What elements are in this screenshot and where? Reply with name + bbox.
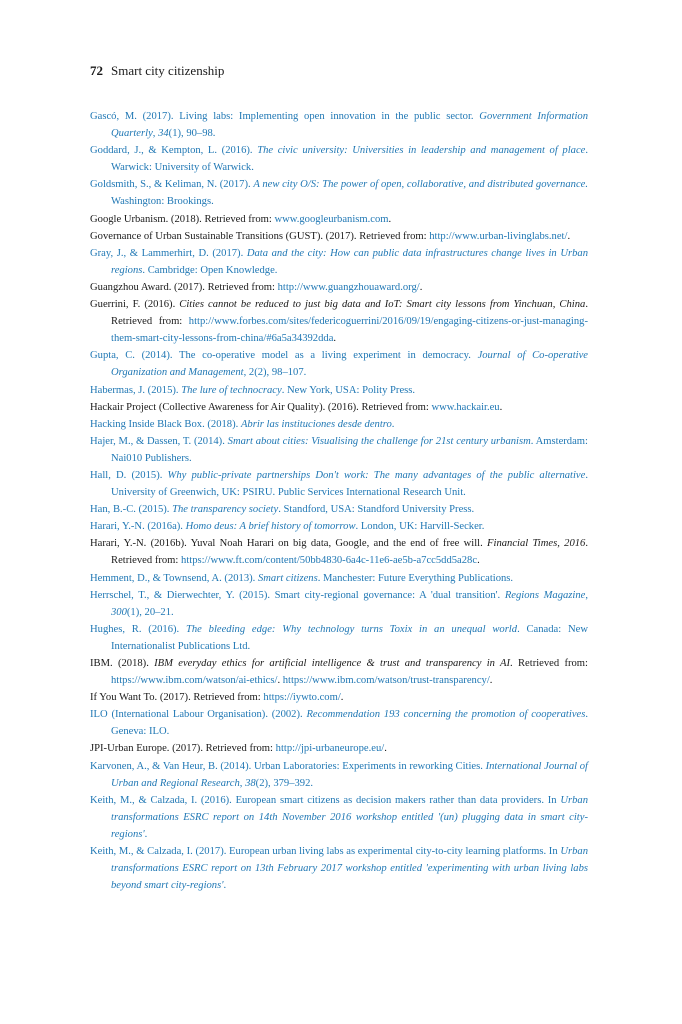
reference-list — [90, 108, 588, 894]
reference-text: ILO (International Labour Organisation). (2002). — [90, 709, 307, 721]
reference-text: Karvonen, A., & Van Heur, B. (2014). Urban Laboratories: Experiments in reworking Cities. — [90, 760, 486, 772]
reference-text: . — [340, 692, 344, 704]
running-title: Smart city citizenship — [111, 63, 225, 78]
reference-text: Goddard, J., & Kempton, L. (2016). — [90, 145, 258, 157]
reference-text: Google Urbanism. (2018). Retrieved from: — [90, 213, 275, 225]
reference-italic-text: 300 — [111, 606, 127, 618]
reference-entry — [90, 245, 588, 279]
reference-entry — [90, 399, 588, 416]
reference-italic-text: Abrir las instituciones desde dentro — [240, 418, 392, 430]
reference-italic-text: 34 — [158, 128, 169, 140]
reference-text: , — [585, 589, 589, 601]
reference-entry — [90, 228, 588, 245]
reference-italic-text: Cities cannot be reduced to just big data and IoT: Smart city lessons from Yinchuan, China — [179, 299, 586, 311]
reference-entry — [90, 758, 588, 792]
reference-entry — [90, 467, 588, 501]
reference-text: . — [223, 880, 227, 892]
reference-text: . — [489, 675, 493, 687]
reference-text: . — [499, 401, 503, 413]
reference-text: Harari, Y.-N. (2016a). — [90, 521, 186, 533]
reference-italic-text: Homo deus: A brief history of tomorrow — [185, 521, 356, 533]
reference-italic-text: The lure of technocracy — [181, 384, 282, 396]
reference-text: . Retrieved from: — [111, 299, 588, 328]
reference-text: Hughes, R. (2016). — [90, 623, 186, 635]
reference-text: Gascó, M. (2017). Living labs: Implementing open innovation in the public sector. — [90, 111, 480, 122]
reference-text: . — [333, 333, 337, 345]
reference-text: Washington: Brookings. — [111, 196, 214, 208]
reference-text: . Amsterdam: Nai010 Publishers. — [111, 435, 588, 464]
reference-text: Keith, M., & Calzada, I. (2017). European urban living labs as experimental city-to-city learning platforms. In — [90, 846, 561, 858]
reference-italic-text: Urban transformations ESRC report on 14th November 2016 workshop entitled '(un) plugging data in smart city-regions' — [111, 794, 588, 840]
reference-entry — [90, 382, 588, 399]
reference-text: Gupta, C. (2014). The co-operative model as a living experiment in democracy. — [90, 350, 478, 362]
reference-text: If You Want To. (2017). Retrieved from: — [90, 692, 264, 704]
reference-text: . — [477, 555, 480, 567]
reference-text: . Standford, USA: Standford University Press. — [278, 504, 475, 516]
reference-text: JPI-Urban Europe. (2017). Retrieved from: — [90, 743, 276, 755]
reference-entry — [90, 296, 588, 347]
reference-url-link[interactable]: https://www.ibm.com/watson/ai-ethics/ — [111, 675, 278, 687]
reference-url-link[interactable]: http://jpi-urbaneurope.eu/ — [275, 743, 385, 755]
reference-italic-text: Recommendation 193 concerning the promotion of cooperatives — [306, 709, 586, 721]
reference-text: Herrschel, T., & Dierwechter, Y. (2015). Smart city-regional governance: A 'dual transition'. — [90, 589, 505, 601]
reference-entry — [90, 843, 588, 894]
reference-text: . London, UK: Harvill-Secker. — [355, 521, 485, 533]
reference-entry — [90, 518, 588, 535]
reference-text: . Canada: New Internationalist Publications Ltd. — [111, 623, 588, 652]
reference-entry — [90, 587, 588, 621]
reference-entry — [90, 501, 588, 518]
reference-text: (1), 20–21. — [126, 606, 174, 618]
reference-italic-text: Regions Magazine — [504, 589, 586, 601]
reference-entry — [90, 347, 588, 381]
reference-text: . — [388, 213, 392, 225]
reference-italic-text: 38 — [245, 777, 256, 789]
reference-italic-text: Smart about cities: Visualising the challenge for 21st century urbanism — [227, 435, 531, 447]
reference-text: , — [152, 128, 159, 140]
reference-text: Hall, D. (2015). — [90, 469, 168, 481]
reference-text: Hajer, M., & Dassen, T. (2014). — [90, 435, 228, 447]
reference-text: Han, B.-C. (2015). — [90, 504, 173, 516]
reference-italic-text: Financial Times, 2016 — [487, 538, 586, 550]
reference-text: . Manchester: Future Everything Publications. — [317, 572, 514, 584]
reference-text: IBM. (2018). — [90, 658, 155, 669]
reference-url-link[interactable]: http://www.urban-livinglabs.net/ — [429, 230, 568, 242]
reference-text: . Warwick: University of Warwick. — [111, 145, 589, 174]
reference-text: . University of Greenwich, UK: PSIRU. Public Services International Research Unit. — [111, 469, 588, 499]
reference-italic-text: The bleeding edge: Why technology turns Toxix in an unequal world — [185, 623, 518, 635]
reference-text: Goldsmith, S., & Keliman, N. (2017). — [90, 179, 254, 191]
reference-text: . — [391, 418, 395, 430]
reference-text: . Cambridge: Open Knowledge. — [142, 264, 278, 276]
reference-entry — [90, 706, 588, 740]
reference-url-link[interactable]: www.googleurbanism.com — [274, 213, 389, 225]
reference-entry — [90, 740, 588, 757]
reference-text: . — [277, 675, 283, 687]
reference-entry — [90, 570, 588, 587]
reference-text: . — [567, 230, 571, 242]
reference-italic-text: IBM everyday ethics for artificial intelligence & trust and transparency in AI — [154, 658, 511, 669]
page-number: 72 — [90, 63, 103, 78]
reference-text: . — [419, 281, 423, 293]
reference-entry — [90, 535, 588, 569]
reference-text: , 2(2), 98–107. — [243, 367, 307, 379]
reference-text: Governance of Urban Sustainable Transitions (GUST). (2017). Retrieved from: — [90, 230, 430, 242]
reference-text: Guerrini, F. (2016). — [90, 299, 180, 311]
reference-text: Gray, J., & Lammerhirt, D. (2017). — [90, 247, 247, 259]
reference-text: (2), 379–392. — [255, 777, 314, 789]
reference-entry — [90, 279, 588, 296]
reference-text: . Retrieved from: — [510, 658, 588, 669]
reference-url-link[interactable]: http://www.forbes.com/sites/federicoguerrini/2016/09/19/engaging-citizens-or-just-managing-them-smart-city-lessons-from-china/#6a5a34392dda — [111, 316, 588, 345]
reference-text: Hemment, D., & Townsend, A. (2013). — [90, 572, 258, 584]
reference-text: Hackair Project (Collective Awareness for Air Quality). (2016). Retrieved from: — [90, 401, 432, 413]
reference-url-link[interactable]: www.hackair.eu — [431, 401, 500, 413]
reference-url-link[interactable]: http://www.guangzhouaward.org/ — [277, 281, 420, 293]
reference-text: (1), 90–98. — [168, 128, 216, 140]
reference-text: Hacking Inside Black Box. (2018). — [90, 418, 241, 430]
reference-entry — [90, 689, 588, 706]
reference-italic-text: Why public-private partnerships Don't work: The many advantages of the public alternative — [167, 469, 586, 481]
reference-italic-text: Data and the city: How can public data infrastructures change lives in Urban regions — [111, 247, 588, 276]
reference-italic-text: Urban transformations ESRC report on 13th February 2017 workshop entitled 'experimenting with urban living labs beyond smart city-regions' — [111, 846, 588, 892]
reference-text: Keith, M., & Calzada, I. (2016). European smart citizens as decision makers rather than data providers. In — [90, 794, 561, 806]
reference-text: Habermas, J. (2015). — [90, 384, 182, 396]
reference-text: . — [144, 828, 148, 840]
reference-entry — [90, 108, 588, 142]
reference-entry — [90, 176, 588, 210]
reference-italic-text: International Journal of Urban and Regional Research — [111, 760, 588, 789]
reference-italic-text: The transparency society — [172, 504, 279, 516]
reference-url-link[interactable]: https://www.ibm.com/watson/trust-transparency/ — [282, 675, 490, 687]
reference-text: , — [239, 777, 246, 789]
reference-entry — [90, 655, 588, 689]
reference-text: . — [384, 743, 387, 755]
reference-entry — [90, 142, 588, 176]
reference-italic-text: Smart citizens — [257, 572, 318, 584]
reference-entry — [90, 416, 588, 433]
reference-entry — [90, 621, 588, 655]
reference-text: Guangzhou Award. (2017). Retrieved from: — [90, 281, 278, 293]
reference-italic-text: A new city O/S: The power of open, collaborative, and distributed governance. — [253, 179, 588, 191]
reference-italic-text: Journal of Co-operative Organization and Management — [111, 350, 589, 379]
reference-url-link[interactable]: https://iywto.com/ — [263, 692, 341, 704]
reference-entry — [90, 792, 588, 843]
reference-text: . Geneva: ILO. — [111, 709, 589, 738]
reference-text: . Retrieved from: — [111, 538, 588, 567]
reference-entry — [90, 433, 588, 467]
reference-url-link[interactable]: https://www.ft.com/content/50bb4830-6a4c-11e6-ae5b-a7cc5dd5a28c — [181, 555, 478, 567]
reference-italic-text: Government Information Quarterly — [111, 111, 588, 140]
reference-text: Harari, Y.-N. (2016b). Yuval Noah Harari on big data, Google, and the end of free will. — [90, 538, 488, 550]
reference-text: . New York, USA: Polity Press. — [281, 384, 416, 396]
running-header — [90, 63, 224, 79]
reference-italic-text: The civic university: Universities in leadership and management of place — [257, 145, 586, 157]
reference-entry — [90, 211, 588, 228]
